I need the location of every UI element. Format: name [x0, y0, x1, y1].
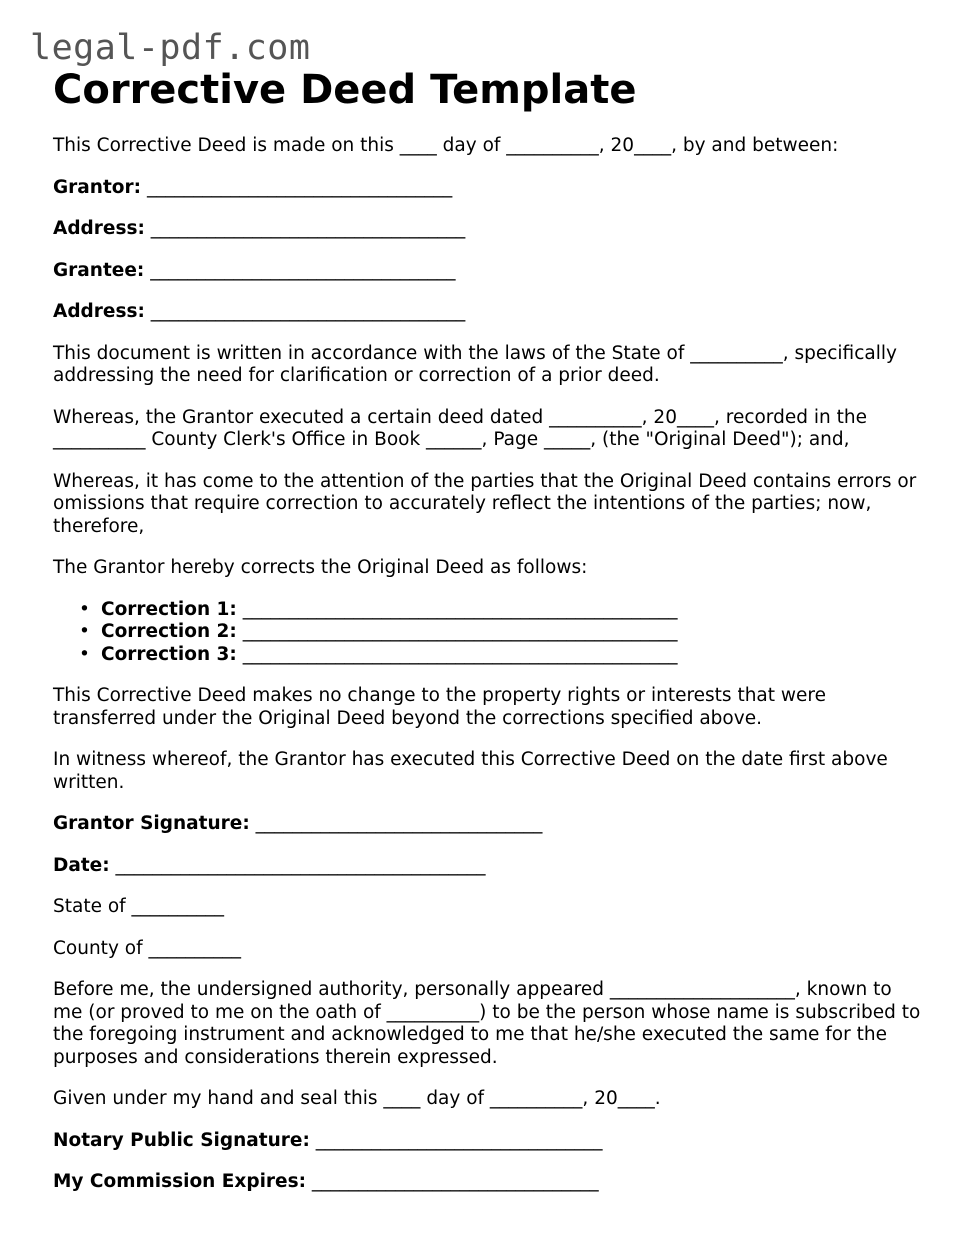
- grantee-blank: _________________________________: [150, 259, 456, 281]
- grantor-field: [53, 177, 925, 200]
- date-label: Date:: [53, 854, 110, 876]
- state-law-paragraph: This document is written in accordance with the laws of the State of __________, specifically addressing the need for clarification or correction of a prior deed.: [53, 342, 897, 386]
- date-field: [53, 855, 925, 878]
- grantor-blank: _________________________________: [146, 176, 453, 198]
- document-page: [53, 66, 925, 1213]
- before-me-paragraph: Before me, the undersigned authority, personally appeared ____________________, known to me (or proved to me on the oath of __________) to be the person whose name is subscribed to the foregoing instrument and acknowledged to me that he/she executed the same for the purposes and considerations therein expressed.: [53, 979, 921, 1068]
- grantor-signature-label: Grantor Signature:: [53, 813, 250, 834]
- grantor-signature-blank: _______________________________: [255, 813, 543, 834]
- whereas-deed-paragraph: Whereas, the Grantor executed a certain deed dated __________, 20____, recorded in the __________ County Clerk's Office in Book ______, Page _____, (the "Original Deed"); and,: [53, 406, 867, 450]
- date-blank: ________________________________________: [115, 854, 486, 876]
- list-item: [79, 621, 925, 644]
- correction-blank: _______________________________________________: [242, 621, 678, 642]
- state-of-line: State of __________: [53, 896, 225, 917]
- grantor-label: Grantor:: [53, 176, 142, 198]
- corrects-paragraph: The Grantor hereby corrects the Original Deed as follows:: [53, 557, 588, 578]
- no-change-paragraph: This Corrective Deed makes no change to the property rights or interests that were transferred under the Original Deed beyond the corrections specified above.: [53, 685, 826, 729]
- commission-expires-blank: _______________________________: [311, 1171, 599, 1192]
- bullet-icon: •: [79, 621, 90, 642]
- commission-expires-label: My Commission Expires:: [53, 1171, 307, 1192]
- list-item: [79, 643, 925, 667]
- notary-signature-field: [53, 1130, 925, 1153]
- page-title: Corrective Deed Template: [53, 67, 637, 113]
- correction-blank: _______________________________________________: [242, 598, 678, 620]
- notary-signature-blank: _______________________________: [315, 1129, 603, 1151]
- grantee-field: [53, 260, 925, 283]
- grantor-address-field: [53, 218, 925, 241]
- intro-paragraph: This Corrective Deed is made on this ____ day of __________, 20____, by and between:: [53, 135, 839, 156]
- whereas-errors-paragraph: Whereas, it has come to the attention of the parties that the Original Deed contains errors or omissions that require correction to accurately reflect the intentions of the parties; now, therefore,: [53, 470, 917, 537]
- correction-label: Correction 1:: [101, 598, 237, 620]
- grantee-label: Grantee:: [53, 259, 145, 281]
- grantor-signature-field: [53, 813, 925, 836]
- commission-expires-field: [53, 1171, 925, 1194]
- bullet-icon: •: [79, 598, 90, 620]
- correction-blank: _______________________________________________: [242, 643, 678, 665]
- list-item: [79, 598, 925, 622]
- grantee-address-blank: __________________________________: [150, 301, 466, 322]
- grantor-address-blank: __________________________________: [150, 218, 466, 239]
- corrections-list: [53, 599, 925, 667]
- grantee-address-label: Address:: [53, 301, 145, 322]
- county-of-line: County of __________: [53, 937, 241, 959]
- notary-signature-label: Notary Public Signature:: [53, 1129, 310, 1151]
- witness-paragraph: In witness whereof, the Grantor has executed this Corrective Deed on the date first above written.: [53, 749, 888, 793]
- grantee-address-field: [53, 301, 925, 324]
- correction-label: Correction 3:: [101, 643, 237, 665]
- bullet-icon: •: [79, 643, 90, 665]
- given-paragraph: Given under my hand and seal this ____ day of __________, 20____.: [53, 1088, 661, 1109]
- watermark-logo: legal-pdf.com: [30, 28, 311, 68]
- correction-label: Correction 2:: [101, 621, 237, 642]
- grantor-address-label: Address:: [53, 218, 145, 239]
